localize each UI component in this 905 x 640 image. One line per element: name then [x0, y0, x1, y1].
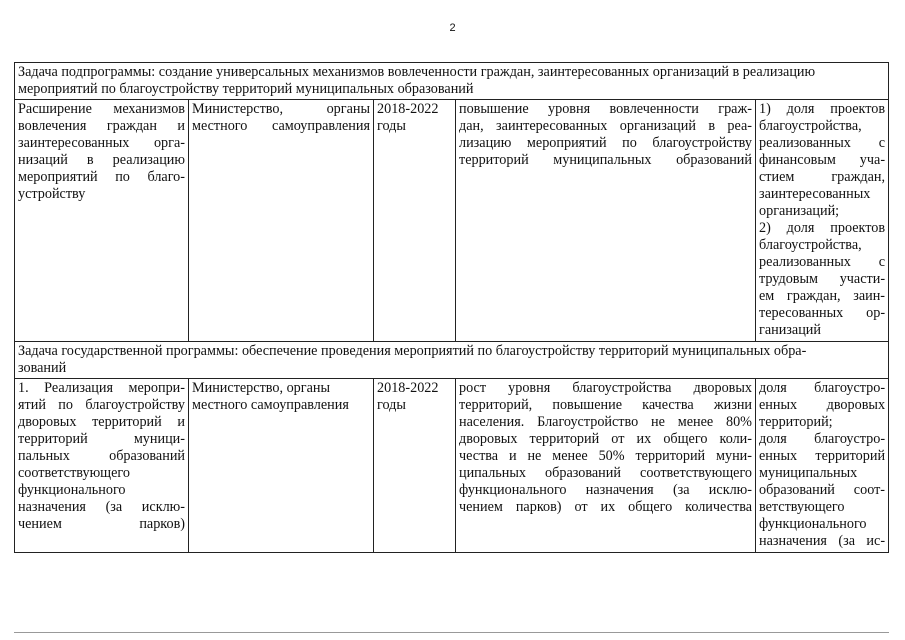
activity-line: низаций в реализацию	[18, 152, 185, 168]
activity-line: заинтересованных орга-	[18, 135, 185, 151]
indicator-line: благоустройства,	[759, 237, 862, 253]
activity-line: ятий по благоустройству	[18, 397, 185, 413]
state-program-task-line2: зований	[18, 360, 67, 376]
result-line: повышение уровня вовлеченности граж-	[459, 101, 752, 117]
indicator-line: тересованных ор-	[759, 305, 886, 321]
indicator-line: ветствующего	[759, 499, 845, 515]
period-label: годы	[377, 397, 406, 413]
indicator-line: территорий;	[759, 414, 833, 430]
period-years: 2018-2022	[377, 101, 439, 117]
indicator-line: финансовым уча-	[759, 152, 886, 168]
activity-line: Расширение механизмов	[18, 101, 185, 117]
indicator-line: муниципальных	[759, 465, 858, 481]
result-line: территорий муниципальных образований	[459, 152, 752, 168]
indicator-line: организаций;	[759, 203, 840, 219]
period-cell	[374, 379, 456, 553]
subprogram-task-cell	[15, 63, 889, 100]
result-line: дворовых территорий от их общего коли-	[459, 431, 752, 447]
subprogram-task-line1: Задача подпрограммы: создание универсальных механизмов вовлеченности граждан, заинтересованных организаций в реализацию	[18, 64, 816, 80]
subprogram-task-line2: мероприятий по благоустройству территорий муниципальных образований	[18, 81, 474, 97]
result-line: ципальных образований соответствующего	[459, 465, 752, 481]
indicator-line: енных территорий	[759, 448, 886, 464]
indicators-cell	[756, 100, 889, 342]
executor-cell	[189, 100, 374, 342]
state-program-task-row	[15, 342, 889, 379]
executor-line: Министерство, органы	[192, 101, 370, 117]
executor-cell	[189, 379, 374, 553]
result-line: территорий, повышение качества жизни	[459, 397, 752, 413]
activity-line: пальных образований	[18, 448, 185, 464]
indicator-line: благоустройства,	[759, 118, 862, 134]
indicator-line: енных дворовых	[759, 397, 886, 413]
activity-line: устройству	[18, 186, 86, 202]
result-cell	[456, 100, 756, 342]
activity-line: дворовых территорий и	[18, 414, 185, 430]
activity-line: функционального	[18, 482, 126, 498]
table-row	[15, 379, 889, 553]
page-number: 2	[449, 22, 456, 34]
indicator-line: доля благоустро-	[759, 380, 886, 396]
activity-line: вовлечения граждан и	[18, 118, 185, 134]
indicator-line: 2) доля проектов	[759, 220, 886, 236]
result-line: чением парков) от их общего количества	[459, 499, 752, 515]
activity-cell	[15, 379, 189, 553]
indicator-line: реализованных с	[759, 135, 886, 151]
activity-line: чением парков)	[18, 516, 185, 532]
activity-line: назначения (за исклю-	[18, 499, 185, 515]
result-line: функционального назначения (за исклю-	[459, 482, 752, 498]
result-line: населения. Благоустройство не менее 80%	[459, 414, 752, 430]
indicator-line: функционального	[759, 516, 867, 532]
indicator-line: назначения (за ис-	[759, 533, 886, 549]
state-program-task-line1: Задача государственной программы: обеспечение проведения мероприятий по благоустройству территорий муниципальных обра-	[18, 343, 807, 359]
indicator-line: ганизаций	[759, 322, 821, 338]
scan-edge	[14, 632, 889, 639]
period-label: годы	[377, 118, 406, 134]
activity-line: 1. Реализация меропри-	[18, 380, 185, 396]
executor-line: местного самоуправления	[192, 118, 370, 134]
activity-line: соответствующего	[18, 465, 130, 481]
period-cell	[374, 100, 456, 342]
activity-line: мероприятий по благо-	[18, 169, 185, 185]
indicators-cell	[756, 379, 889, 553]
indicator-line: образований соот-	[759, 482, 886, 498]
indicator-line: трудовым участи-	[759, 271, 886, 287]
executor-line: Министерство, органы	[192, 380, 330, 396]
executor-line: местного самоуправления	[192, 397, 349, 413]
result-line: лизацию мероприятий по благоустройству	[459, 135, 752, 151]
indicator-line: заинтересованных	[759, 186, 871, 202]
result-line: чества и не менее 50% территорий муни-	[459, 448, 752, 464]
period-years: 2018-2022	[377, 380, 439, 396]
result-line: рост уровня благоустройства дворовых	[459, 380, 752, 396]
result-line: дан, заинтересованных организаций в реа-	[459, 118, 752, 134]
indicator-line: стием граждан,	[759, 169, 886, 185]
indicator-line: доля благоустро-	[759, 431, 886, 447]
indicator-line: реализованных с	[759, 254, 886, 270]
state-program-task-cell	[15, 342, 889, 379]
indicator-line: 1) доля проектов	[759, 101, 886, 117]
program-table	[14, 62, 889, 553]
table-row	[15, 100, 889, 342]
activity-line: территорий муници-	[18, 431, 185, 447]
activity-cell	[15, 100, 189, 342]
indicator-line: ем граждан, заин-	[759, 288, 886, 304]
subprogram-task-row	[15, 63, 889, 100]
result-cell	[456, 379, 756, 553]
